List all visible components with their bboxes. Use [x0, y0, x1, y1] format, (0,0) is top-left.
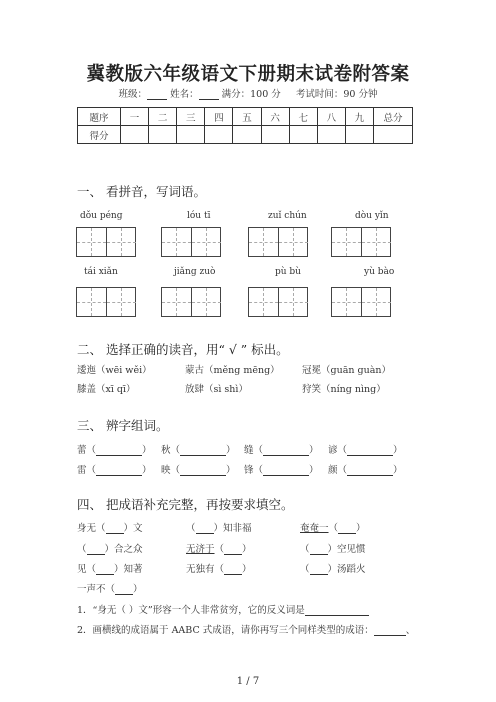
idiom-text: 无独有（	[186, 564, 225, 575]
idiom-item	[186, 541, 252, 555]
score-cell[interactable]	[317, 126, 345, 144]
pinyin-label: jiǎng zuò	[174, 267, 216, 277]
score-table	[77, 107, 413, 144]
reading-option[interactable]: 放肆（sì shì）	[185, 384, 248, 395]
header-cell: 题序	[78, 108, 121, 126]
name-blank[interactable]	[199, 90, 219, 100]
close-paren: ）	[309, 445, 319, 456]
score-cell[interactable]	[345, 126, 373, 144]
pinyin-label: pù bù	[275, 267, 301, 277]
answer-blank[interactable]	[224, 544, 242, 555]
question-text: 、	[405, 625, 416, 636]
idiom-item	[77, 561, 143, 575]
answer-blank[interactable]	[374, 625, 406, 636]
close-paren: ）	[142, 445, 152, 456]
close-paren: ）	[393, 465, 403, 476]
score-cell[interactable]	[149, 126, 177, 144]
page-title: 冀教版六年级语文下册期末试卷附答案	[86, 64, 410, 85]
word-group-item	[161, 462, 236, 476]
question-text: 1．“身无（ ）文”形容一个人非常贫穷，它的反义词是	[77, 605, 305, 616]
idiom-text-underlined: 奄奄一	[300, 523, 329, 534]
score-cell[interactable]	[205, 126, 233, 144]
answer-blank[interactable]	[263, 445, 309, 456]
score-cell[interactable]	[289, 126, 317, 144]
section1-heading: 一、 看拼音，写词语。	[77, 184, 206, 199]
close-paren: ）	[226, 465, 236, 476]
idiom-text: ）	[133, 584, 143, 595]
header-cell: 一	[121, 108, 149, 126]
idiom-item	[300, 520, 366, 534]
idiom-text: （	[328, 523, 339, 534]
pinyin-label: dòu yǐn	[355, 211, 389, 221]
score-cell[interactable]	[177, 126, 205, 144]
answer-blank[interactable]	[310, 544, 328, 555]
score-cell[interactable]	[374, 126, 413, 144]
score-cell[interactable]	[233, 126, 261, 144]
answer-blank[interactable]	[106, 523, 124, 534]
idiom-item	[77, 541, 143, 555]
score-cell[interactable]	[121, 126, 149, 144]
header-cell: 五	[233, 108, 261, 126]
idiom-text: ）	[242, 544, 252, 555]
idiom-text: （	[300, 564, 310, 575]
char-label: 谚（	[328, 445, 348, 456]
idiom-item	[77, 520, 143, 534]
score-table-row	[78, 126, 413, 144]
idiom-text: 身无（	[77, 523, 106, 534]
header-cell: 四	[205, 108, 233, 126]
reading-option[interactable]: 冠冕（guān guàn）	[302, 365, 391, 376]
idiom-text: ）	[242, 564, 252, 575]
pinyin-label: lóu tī	[187, 211, 211, 221]
char-label: 颜（	[328, 465, 348, 476]
row-label: 得分	[78, 126, 121, 144]
writing-grid[interactable]	[248, 287, 308, 317]
section4-heading: 四、 把成语补充完整，再按要求填空。	[77, 497, 294, 512]
idiom-text: ）文	[123, 523, 143, 534]
idiom-text: （	[186, 523, 196, 534]
question-text: 2．画横线的成语属于 AABC 式成语，请你再写三个同样类型的成语：	[77, 625, 374, 636]
word-group-item	[77, 462, 152, 476]
word-group-item	[328, 442, 403, 456]
answer-blank[interactable]	[305, 605, 369, 616]
idiom-item	[186, 520, 252, 534]
idiom-text: 见（	[77, 564, 97, 575]
class-label: 班级：	[118, 89, 148, 100]
word-group-item	[244, 462, 319, 476]
answer-blank[interactable]	[115, 584, 133, 595]
word-group-item	[161, 442, 236, 456]
answer-blank[interactable]	[310, 564, 328, 575]
header-cell: 七	[289, 108, 317, 126]
writing-grid[interactable]	[248, 227, 308, 257]
header-cell: 九	[345, 108, 373, 126]
idiom-text: ）知著	[114, 564, 143, 575]
header-cell: 八	[317, 108, 345, 126]
pinyin-label: tái xiǎn	[84, 267, 118, 277]
score-cell[interactable]	[261, 126, 289, 144]
char-label: 雷（	[77, 465, 97, 476]
answer-blank[interactable]	[263, 465, 309, 476]
char-label: 蕾（	[77, 445, 97, 456]
pinyin-label: dǒu péng	[80, 211, 123, 221]
section3-heading: 三、 辨字组词。	[77, 418, 169, 433]
score-label: 满分：100 分	[221, 89, 281, 100]
answer-blank[interactable]	[196, 523, 214, 534]
name-label: 姓名：	[170, 89, 199, 100]
pinyin-label: zuǐ chún	[268, 211, 307, 221]
section2-heading: 二、 选择正确的读音，用“ √ ” 标出。	[77, 342, 289, 357]
pinyin-label: yù bào	[364, 267, 395, 277]
header-cell: 六	[261, 108, 289, 126]
idiom-text: ）合之众	[104, 544, 143, 555]
word-group-item	[328, 462, 403, 476]
page-number: 1 / 7	[236, 676, 260, 687]
idiom-text: ）	[356, 523, 366, 534]
idiom-item	[186, 561, 252, 575]
answer-blank[interactable]	[96, 465, 142, 476]
reading-option[interactable]: 狩笑（níng nìng）	[302, 384, 386, 395]
idiom-item	[300, 541, 366, 555]
writing-grid[interactable]	[76, 227, 136, 257]
char-label: 缝（	[244, 445, 264, 456]
idiom-item	[300, 561, 366, 575]
close-paren: ）	[393, 445, 403, 456]
question-2	[77, 622, 415, 636]
idiom-text: 一声不（	[77, 584, 116, 595]
writing-grid[interactable]	[331, 287, 391, 317]
idiom-text: （	[214, 544, 225, 555]
reading-option[interactable]: 逶迤（wēi wěi）	[77, 365, 152, 376]
reading-option[interactable]: 蒙古（měng mēng）	[185, 365, 280, 376]
close-paren: ）	[309, 465, 319, 476]
writing-grid[interactable]	[161, 287, 221, 317]
close-paren: ）	[226, 445, 236, 456]
answer-blank[interactable]	[347, 465, 393, 476]
char-label: 锋（	[244, 465, 264, 476]
writing-grid[interactable]	[76, 287, 136, 317]
time-label: 考试时间：90 分钟	[295, 89, 378, 100]
idiom-text: ）知非福	[213, 523, 252, 534]
answer-blank[interactable]	[87, 544, 105, 555]
question-1	[77, 602, 369, 616]
idiom-text-underlined: 无济于	[186, 544, 215, 555]
answer-blank[interactable]	[347, 445, 393, 456]
word-group-item	[244, 442, 319, 456]
reading-option[interactable]: 膝盖（xī qī）	[77, 384, 136, 395]
writing-grid[interactable]	[331, 227, 391, 257]
char-label: 映（	[161, 465, 181, 476]
close-paren: ）	[142, 465, 152, 476]
score-table-header	[78, 108, 413, 126]
idiom-text: ）汤蹈火	[327, 564, 366, 575]
header-cell: 二	[149, 108, 177, 126]
idiom-item	[77, 581, 143, 595]
answer-blank[interactable]	[224, 564, 242, 575]
writing-grid[interactable]	[161, 227, 221, 257]
idiom-text: ）空见惯	[327, 544, 366, 555]
char-label: 秋（	[161, 445, 181, 456]
answer-blank[interactable]	[96, 445, 142, 456]
header-cell: 总分	[374, 108, 413, 126]
answer-blank[interactable]	[338, 523, 356, 534]
answer-blank[interactable]	[96, 564, 114, 575]
class-blank[interactable]	[147, 90, 167, 100]
exam-info	[0, 86, 496, 100]
answer-blank[interactable]	[180, 445, 226, 456]
header-cell: 三	[177, 108, 205, 126]
answer-blank[interactable]	[180, 465, 226, 476]
idiom-text: （	[77, 544, 87, 555]
word-group-item	[77, 442, 152, 456]
idiom-text: （	[300, 544, 310, 555]
